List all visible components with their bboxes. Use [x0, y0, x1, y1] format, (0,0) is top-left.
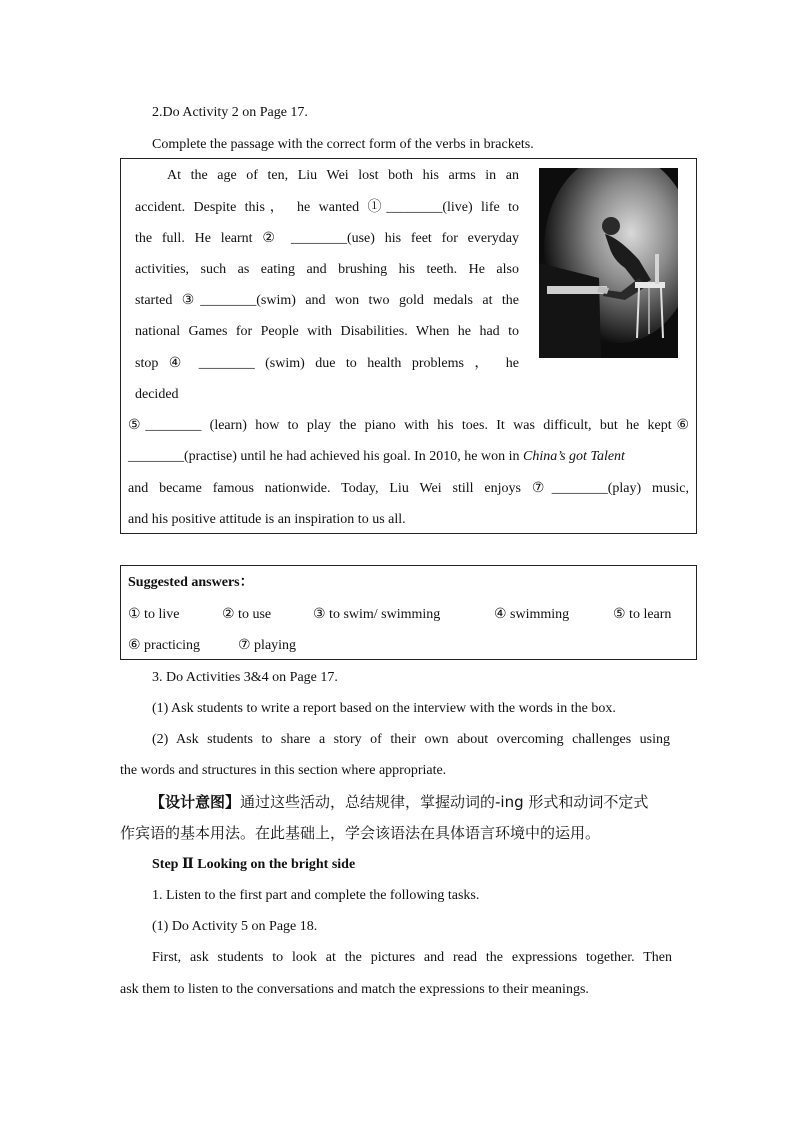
step2-heading: Step Ⅱ Looking on the bright side	[152, 857, 356, 872]
passage-line: ________(practise) until he had achieved his goal. In 2010, he won in China’s got Talent	[128, 449, 625, 464]
design-intent-cont: 作宾语的基本用法。在此基础上，学会该语法在具体语言环境中的运用。	[120, 824, 601, 842]
design-intent: 【设计意图】通过这些活动，总结规律，掌握动词的-ing 形式和动词不定式	[150, 793, 649, 811]
passage-line: accident. Despite this， he wanted ①________(live) life to	[135, 200, 519, 215]
passage-line: and became famous nationwide. Today, Liu Wei still enjoys ⑦________(play) music,	[128, 481, 689, 496]
activity34-item2-cont: the words and structures in this section where appropriate.	[120, 763, 447, 778]
answer-item: ① to live	[128, 607, 180, 622]
step2-paragraph: First, ask students to look at the pictures and read the expressions together. Then	[152, 950, 672, 965]
answers-title: Suggested answers：	[128, 575, 254, 590]
passage-line: national Games for People with Disabilities. When he had to	[135, 324, 519, 339]
step2-item1: 1. Listen to the first part and complete the following tasks.	[152, 888, 480, 903]
passage-line: ⑤________ (learn) how to play the piano with his toes. It was difficult, but he kept⑥	[128, 418, 689, 433]
passage-line: stop ④ ________ (swim) due to health problems ， he	[135, 356, 519, 371]
design-tag: 【设计意图】	[150, 793, 241, 811]
activity34-item1: (1) Ask students to write a report based on the interview with the words in the box.	[152, 701, 616, 716]
passage-line: and his positive attitude is an inspiration to us all.	[128, 512, 406, 527]
passage-line: At the age of ten, Liu Wei lost both his arms in an	[167, 168, 519, 183]
answer-item: ④ swimming	[494, 607, 570, 622]
activity2-instruction: Complete the passage with the correct form of the verbs in brackets.	[152, 137, 534, 152]
answer-item: ⑥ practicing	[128, 638, 201, 653]
pianist-photo	[539, 168, 678, 358]
show-title: China’s got Talent	[523, 449, 625, 464]
passage-line: started ③________(swim) and won two gold medals at the	[135, 293, 519, 308]
answer-item: ② to use	[222, 607, 272, 622]
step2-item2: (1) Do Activity 5 on Page 18.	[152, 919, 318, 934]
passage-line: the full. He learnt ② ________(use) his feet for everyday	[135, 231, 519, 246]
answer-item: ⑤ to learn	[613, 607, 672, 622]
step2-paragraph-cont: ask them to listen to the conversations and match the expressions to their meanings.	[120, 982, 589, 997]
passage-line: activities, such as eating and brushing his teeth. He also	[135, 262, 519, 277]
answer-item: ③ to swim/ swimming	[313, 607, 441, 622]
answer-item: ⑦ playing	[238, 638, 297, 653]
activity34-heading: 3. Do Activities 3&4 on Page 17.	[152, 670, 338, 685]
activity2-heading: 2.Do Activity 2 on Page 17.	[152, 105, 308, 120]
passage-line: decided	[135, 387, 179, 402]
activity34-item2: (2) Ask students to share a story of their own about overcoming challenges using	[152, 732, 670, 747]
